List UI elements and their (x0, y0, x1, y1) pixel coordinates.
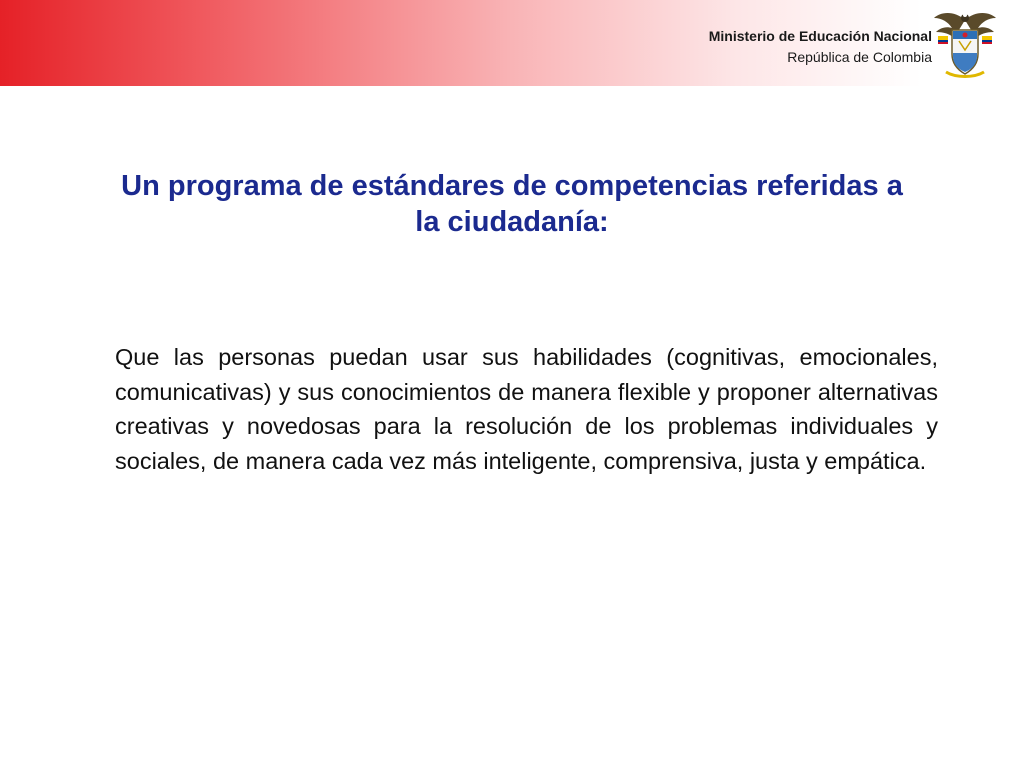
ministry-name: Ministerio de Educación Nacional (708, 28, 932, 44)
ministry-block (709, 26, 932, 68)
colombia-coat-of-arms-icon (932, 6, 998, 80)
country-name: República de Colombia (787, 49, 932, 65)
slide-title: Un programa de estándares de competencias referidas a la ciudadanía: (121, 170, 903, 238)
slide-body-paragraph: Que las personas puedan usar sus habilidades (cognitivas, emocionales, comunicativas) y sus conocimientos de manera flexible y proponer alternativas creativas y novedosas para la resolución de los problemas individuales y sociales, de manera cada vez más inteligente, comprensiva, justa y empática. (115, 344, 938, 474)
